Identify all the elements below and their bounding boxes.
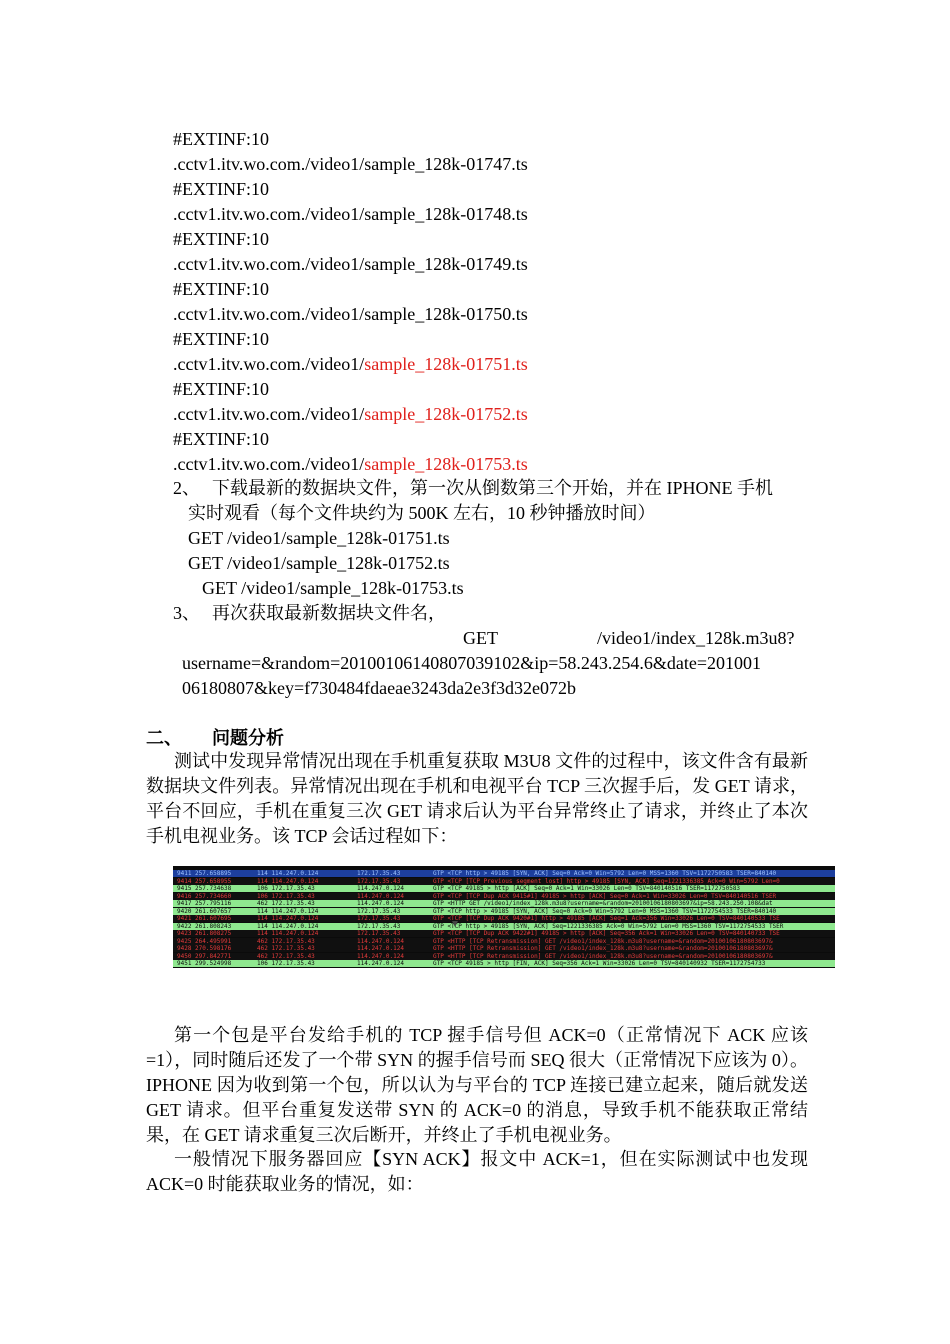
packet-info: GTP <TCP [TCP Previous segment lost] http > 49185 [SYN, ACK] Seq=1221336385 Ack=0 Win=5792 Len=0 bbox=[433, 877, 780, 885]
packet-info: GTP <TCP [TCP Dup ACK 9420#1] http > 49185 [ACK] Seq=1 Ack=356 Win=33026 Len=0 TSV=840140533 TSE bbox=[433, 915, 780, 922]
get-request-1: GET /video1/sample_128k-01751.ts bbox=[188, 528, 450, 548]
extinf-line bbox=[173, 227, 269, 251]
packet-info: GTP <TCP 49185 > http [FIN, ACK] Seq=356 Ack=1 Win=33026 Len=0 TSV=840140932 TSER=1172754733 bbox=[433, 960, 766, 967]
segment-url-line bbox=[173, 402, 528, 426]
segment-url-line bbox=[173, 452, 528, 476]
packet-row bbox=[173, 930, 835, 937]
get-request-3: GET /video1/sample_128k-01753.ts bbox=[202, 578, 464, 598]
packet-len-src: 462 172.17.35.43 bbox=[257, 952, 315, 960]
packet-no: 9411 257.658895 bbox=[177, 870, 232, 877]
packet-row bbox=[173, 885, 835, 892]
segment-url-line bbox=[173, 302, 528, 326]
packet-info: GTP <TCP http > 49185 [SYN, ACK] Seq=0 Ack=0 Win=5792 Len=0 MSS=1360 TSV=1172750583 TSER=840140 bbox=[433, 870, 777, 877]
packet-len-src: 114 114.247.0.124 bbox=[257, 922, 319, 930]
line-text: .cctv1.itv.wo.com./video1/sample_128k-01748.ts bbox=[173, 204, 528, 224]
packet-dst: 172.17.35.43 bbox=[357, 907, 401, 915]
line-text: .cctv1.itv.wo.com./video1/sample_128k-01749.ts bbox=[173, 254, 528, 274]
line-text: #EXTINF:10 bbox=[173, 329, 269, 349]
packet-dst: 172.17.35.43 bbox=[357, 877, 401, 885]
packet-dst: 114.247.0.124 bbox=[357, 937, 404, 945]
packet-len-src: 114 114.247.0.124 bbox=[257, 870, 319, 877]
extinf-line bbox=[173, 277, 269, 301]
packet-len-src: 462 172.17.35.43 bbox=[257, 945, 315, 952]
analysis-paragraph-1: 测试中发现异常情况出现在手机重复获取 M3U8 文件的过程中，该文件含有最新数据块文件列表。异常情况出现在手机和电视平台 TCP 三次握手后，发 GET 请求，平台不回应，手机在重复三次 GET 请求后认为平台异常终止了请求，并终止了本次手机电视业务。该 TCP 会话过程如下： bbox=[146, 751, 808, 846]
packet-dst: 172.17.35.43 bbox=[357, 930, 401, 937]
packet-no: 9416 257.734660 bbox=[177, 892, 232, 900]
step2-text-line1: 下载最新的数据块文件，第一次从倒数第三个开始，并在 IPHONE 手机 bbox=[212, 478, 773, 498]
line-text: #EXTINF:10 bbox=[173, 279, 269, 299]
packet-row bbox=[173, 900, 835, 907]
packet-capture-image bbox=[173, 866, 835, 968]
packet-info: GTP <TCP [TCP Dup ACK 9422#1] 49185 > http [ACK] Seq=356 Ack=1 Win=33026 Len=0 TSV=840140733 TSE bbox=[433, 930, 780, 937]
packet-no: 9428 270.598176 bbox=[177, 945, 232, 952]
packet-len-src: 462 172.17.35.43 bbox=[257, 937, 315, 945]
packet-row bbox=[173, 870, 835, 877]
step3-number: 3、 bbox=[173, 603, 200, 623]
packet-len-src: 106 172.17.35.43 bbox=[257, 892, 315, 900]
line-text: #EXTINF:10 bbox=[173, 179, 269, 199]
line-text: .cctv1.itv.wo.com./video1/ bbox=[173, 354, 365, 374]
packet-no: 9421 261.607695 bbox=[177, 915, 232, 922]
step3-query-line1: username=&random=20100106140807039102&ip=58.243.254.6&date=201001 bbox=[182, 653, 762, 673]
packet-no: 9415 257.734638 bbox=[177, 885, 232, 892]
packet-info: GTP <TCP http > 49185 [SYN, ACK] Seq=1221336385 Ack=0 Win=5792 Len=0 MSS=1360 TSV=1172754533 TSER bbox=[433, 922, 784, 930]
analysis-paragraph-2: 第一个包是平台发给手机的 TCP 握手信号但 ACK=0（正常情况下 ACK 应该=1），同时随后还发了一个带 SYN 的握手信号而 SEQ 很大（正常情况下应该为 0）。IPHONE 因为收到第一个包，所以认为与平台的 TCP 连接已建立起来，随后就发送 GET 请求。但平台重复发送带 SYN 的 ACK=0 的消息，导致手机不能获取正常结果，在 GET 请求重复三次后断开，并终止了手机电视业务。 bbox=[146, 1025, 808, 1145]
step3-get-method: GET bbox=[463, 628, 498, 648]
line-text: #EXTINF:10 bbox=[173, 129, 269, 149]
section-number: 二、 bbox=[146, 728, 182, 748]
extinf-line bbox=[173, 427, 269, 451]
packet-row bbox=[173, 908, 835, 915]
packet-info: GTP <HTTP [TCP Retransmission] GET /video1/index_128k.m3u8?username=&random=20100106180803697& bbox=[433, 937, 773, 945]
packet-no: 9414 257.658955 bbox=[177, 877, 232, 885]
packet-row bbox=[173, 953, 835, 960]
line-text: #EXTINF:10 bbox=[173, 429, 269, 449]
packet-row bbox=[173, 938, 835, 945]
segment-url-line bbox=[173, 352, 528, 376]
step3-text-line1: 再次获取最新数据块文件名， bbox=[212, 603, 446, 623]
extinf-line bbox=[173, 127, 269, 151]
packet-no: 9420 261.607657 bbox=[177, 907, 232, 915]
packet-info: GTP <HTTP [TCP Retransmission] GET /video1/index_128k.m3u8?username=&random=20100106180803697& bbox=[433, 945, 773, 952]
highlighted-segment-name: sample_128k-01751.ts bbox=[364, 354, 528, 374]
packet-no: 9423 261.808275 bbox=[177, 930, 232, 937]
packet-len-src: 462 172.17.35.43 bbox=[257, 900, 315, 907]
step3-get-path: /video1/index_128k.m3u8? bbox=[597, 628, 795, 648]
packet-dst: 114.247.0.124 bbox=[357, 892, 404, 900]
line-text: .cctv1.itv.wo.com./video1/sample_128k-01747.ts bbox=[173, 154, 528, 174]
packet-row bbox=[173, 960, 835, 967]
get-request-2: GET /video1/sample_128k-01752.ts bbox=[188, 553, 450, 573]
packet-len-src: 114 114.247.0.124 bbox=[257, 877, 319, 885]
step2-number: 2、 bbox=[173, 478, 200, 498]
packet-info: GTP <HTTP [TCP Retransmission] GET /video1/index_128k.m3u8?username=&random=20100106180803697& bbox=[433, 952, 773, 960]
analysis-paragraph-3: 一般情况下服务器回应【SYN ACK】报文中 ACK=1，但在实际测试中也发现 ACK=0 时能获取业务的情况，如： bbox=[146, 1149, 808, 1194]
line-text: #EXTINF:10 bbox=[173, 379, 269, 399]
line-text: .cctv1.itv.wo.com./video1/sample_128k-01750.ts bbox=[173, 304, 528, 324]
highlighted-segment-name: sample_128k-01752.ts bbox=[364, 404, 528, 424]
packet-row bbox=[173, 878, 835, 885]
packet-dst: 172.17.35.43 bbox=[357, 870, 401, 877]
line-text: .cctv1.itv.wo.com./video1/ bbox=[173, 404, 365, 424]
packet-dst: 172.17.35.43 bbox=[357, 922, 401, 930]
line-text: .cctv1.itv.wo.com./video1/ bbox=[173, 454, 365, 474]
packet-dst: 172.17.35.43 bbox=[357, 915, 401, 922]
packet-len-src: 106 172.17.35.43 bbox=[257, 960, 315, 967]
section-title: 问题分析 bbox=[212, 728, 284, 748]
packet-info: GTP <TCP http > 49185 [SYN, ACK] Seq=0 Ack=0 Win=5792 Len=0 MSS=1360 TSV=1172754533 TSER=840140 bbox=[433, 907, 777, 915]
packet-info: GTP <HTTP GET /video1/index_128k.m3u8?username=&random=20100106180803697&ip=58.243.250.108&dat bbox=[433, 900, 773, 907]
step2-text-line2: 实时观看（每个文件块约为 500K 左右，10 秒钟播放时间） bbox=[188, 503, 656, 523]
segment-url-line bbox=[173, 152, 528, 176]
packet-dst: 114.247.0.124 bbox=[357, 960, 404, 967]
packet-row bbox=[173, 915, 835, 922]
packet-no: 9450 297.842771 bbox=[177, 952, 232, 960]
packet-dst: 114.247.0.124 bbox=[357, 900, 404, 907]
packet-info: GTP <TCP 49185 > http [ACK] Seq=0 Ack=1 Win=33026 Len=0 TSV=840140516 TSER=1172750583 bbox=[433, 885, 741, 892]
packet-no: 9451 299.524998 bbox=[177, 960, 232, 967]
packet-len-src: 106 172.17.35.43 bbox=[257, 885, 315, 892]
packet-no: 9425 264.495991 bbox=[177, 937, 232, 945]
packet-no: 9422 261.808243 bbox=[177, 922, 232, 930]
packet-dst: 114.247.0.124 bbox=[357, 952, 404, 960]
extinf-line bbox=[173, 177, 269, 201]
step3-query-line2: 06180807&key=f730484fdaeae3243da2e3f3d32e072b bbox=[182, 678, 577, 698]
packet-row bbox=[173, 945, 835, 952]
extinf-line bbox=[173, 327, 269, 351]
packet-len-src: 114 114.247.0.124 bbox=[257, 907, 319, 915]
highlighted-segment-name: sample_128k-01753.ts bbox=[364, 454, 528, 474]
segment-url-line bbox=[173, 252, 528, 276]
extinf-line bbox=[173, 377, 269, 401]
packet-row bbox=[173, 893, 835, 900]
packet-row bbox=[173, 923, 835, 930]
packet-len-src: 114 114.247.0.124 bbox=[257, 915, 319, 922]
packet-dst: 114.247.0.124 bbox=[357, 945, 404, 952]
segment-url-line bbox=[173, 202, 528, 226]
line-text: #EXTINF:10 bbox=[173, 229, 269, 249]
packet-info: GTP <TCP [TCP Dup ACK 9415#1] 49185 > http [ACK] Seq=0 Ack=1 Win=33026 Len=0 TSV=840140516 TSER bbox=[433, 892, 777, 900]
packet-dst: 114.247.0.124 bbox=[357, 885, 404, 892]
packet-len-src: 114 114.247.0.124 bbox=[257, 930, 319, 937]
packet-no: 9417 257.795116 bbox=[177, 900, 232, 907]
mouse-cursor-icon bbox=[452, 921, 458, 927]
